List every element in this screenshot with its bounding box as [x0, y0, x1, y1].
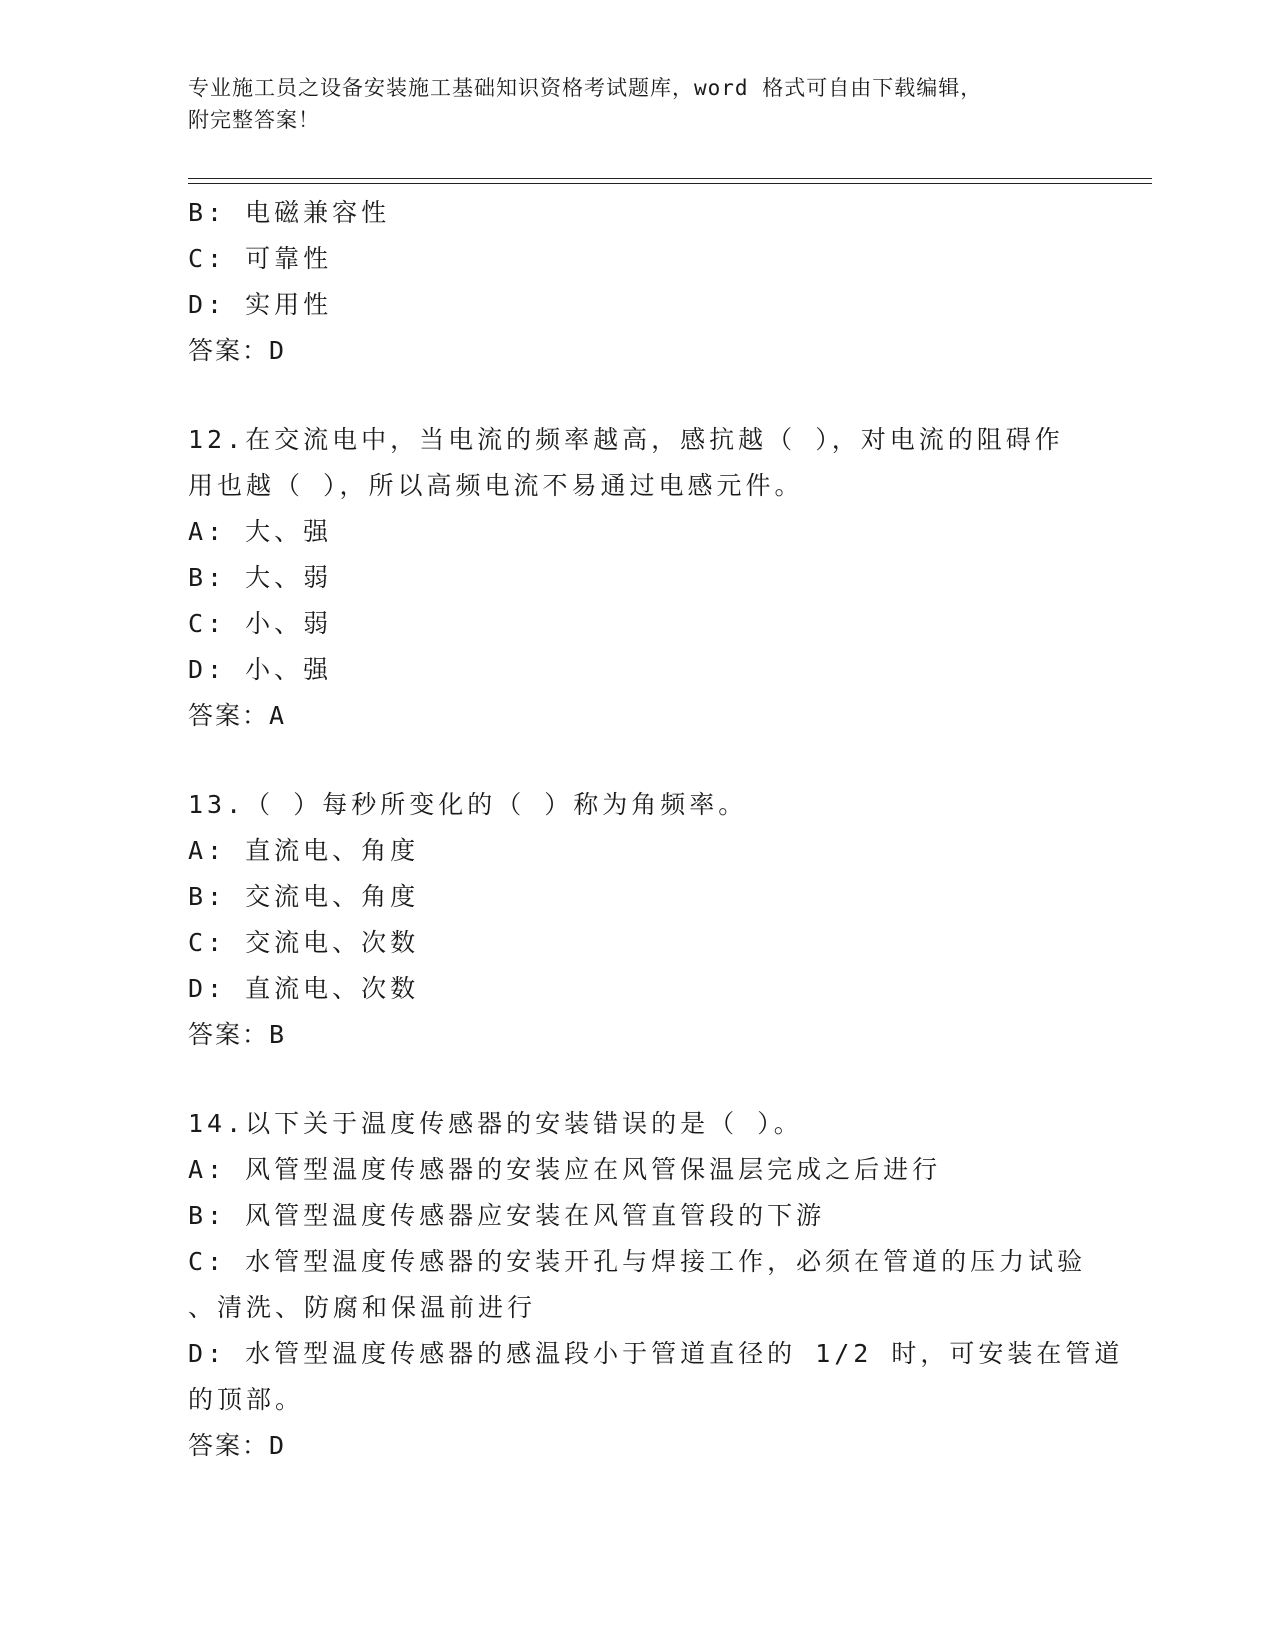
header-line-1: 专业施工员之设备安装施工基础知识资格考试题库，word 格式可自由下载编辑，: [188, 76, 983, 100]
option-d-continued: 的顶部。: [188, 1385, 305, 1414]
option-a: A: 风管型温度传感器的安装应在风管保温层完成之后进行: [188, 1155, 942, 1184]
question-content: [188, 190, 1124, 1469]
option-d: D: 实用性: [188, 290, 333, 319]
question-12: [188, 417, 1088, 739]
option-c: C: 可靠性: [188, 244, 333, 273]
header-divider-top: [188, 178, 1152, 179]
option-c: C: 小、弱: [188, 609, 333, 638]
question-14: [188, 1101, 1124, 1469]
option-c: C: 水管型温度传感器的安装开孔与焊接工作，必须在管道的压力试验: [188, 1247, 1087, 1276]
question-stem-line: 用也越（ ），所以高频电流不易通过电感元件。: [188, 471, 804, 500]
option-b: B: 风管型温度传感器应安装在风管直管段的下游: [188, 1201, 826, 1230]
header-line-2: 附完整答案！: [188, 108, 320, 132]
question-stem-line: 14.以下关于温度传感器的安装错误的是（ ）。: [188, 1109, 803, 1138]
answer: 答案：B: [188, 1020, 287, 1049]
option-b: B: 大、弱: [188, 563, 333, 592]
document-header: [188, 72, 1088, 136]
option-a: A: 大、强: [188, 517, 333, 546]
answer: 答案：D: [188, 1431, 287, 1460]
question-stem-line: 12.在交流电中，当电流的频率越高，感抗越（ ），对电流的阻碍作: [188, 425, 1064, 454]
option-c: C: 交流电、次数: [188, 928, 420, 957]
option-d: D: 水管型温度传感器的感温段小于管道直径的 1/2 时，可安装在管道: [188, 1339, 1124, 1368]
question-stem-line: 13.（ ）每秒所变化的（ ）称为角频率。: [188, 790, 748, 819]
option-b: B: 交流电、角度: [188, 882, 420, 911]
answer: 答案：D: [188, 336, 287, 365]
option-d: D: 小、强: [188, 655, 333, 684]
option-d: D: 直流电、次数: [188, 974, 420, 1003]
option-a: A: 直流电、角度: [188, 836, 420, 865]
option-b: B: 电磁兼容性: [188, 198, 391, 227]
header-divider-bottom: [188, 183, 1152, 184]
option-c-continued: 、清洗、防腐和保温前进行: [188, 1293, 537, 1322]
question-13: [188, 782, 1088, 1058]
question-11-tail: [188, 190, 1088, 374]
answer: 答案：A: [188, 701, 287, 730]
